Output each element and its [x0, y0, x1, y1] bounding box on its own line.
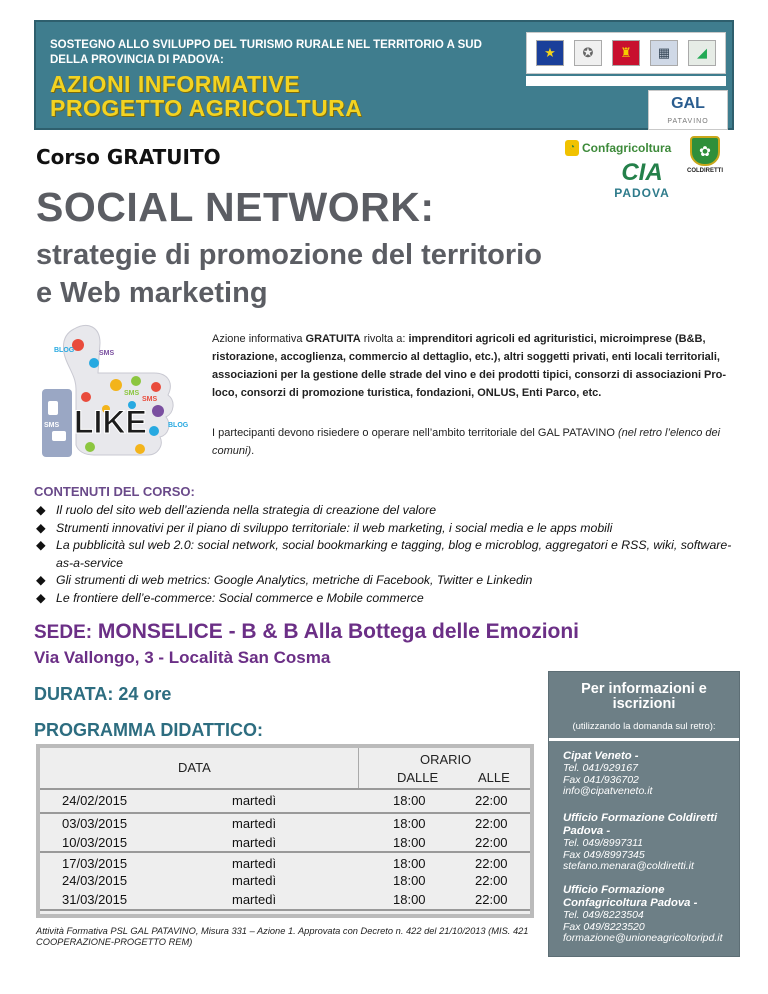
header-time: ORARIO [420, 752, 472, 767]
contact-block [563, 812, 733, 873]
contact-email[interactable]: formazione@unioneagricoltoripd.it [563, 932, 723, 944]
venue-address: Via Vallongo, 3 - Località San Cosma [34, 648, 331, 667]
row-from: 18:00 [393, 856, 426, 871]
duration-line [34, 684, 171, 705]
row-day: martedì [232, 816, 277, 831]
sidebar-title-line1: Per informazioni e [581, 681, 707, 697]
contact-fax: Fax 049/8997345 [563, 848, 645, 861]
gal-logo-subtitle: PATAVINO [667, 118, 709, 125]
row-to: 22:00 [475, 873, 508, 888]
residence-note: (nel retro l’elenco dei comuni) [212, 427, 721, 457]
phone-icon [48, 401, 58, 415]
row-from: 18:00 [393, 793, 426, 808]
contact-email[interactable]: info@cipatveneto.it [563, 785, 653, 797]
table-row [40, 792, 530, 810]
cia-padova-logo [612, 160, 672, 200]
row-to: 22:00 [475, 793, 508, 808]
banner-title-line1: AZIONI INFORMATIVE [50, 71, 301, 97]
confagricoltura-logo [565, 140, 671, 156]
icon-dot [89, 358, 99, 368]
italian-republic-emblem-icon: ✪ [574, 40, 602, 66]
header-from: DALLE [397, 770, 439, 785]
row-day: martedì [232, 892, 277, 907]
funding-footnote: Attività Formativa PSL GAL PATAVINO, Misura 331 – Azione 1. Approvata con Decreto n. 422 del 21/10/2013 (MIS. 421 COOPERAZIONE-PROGETTO REM) [36, 926, 529, 947]
list-item: ◆ Strumenti innovativi per il piano di sviluppo territoriale: il web marketing, i social media e le apps mobili [34, 520, 746, 538]
row-from: 18:00 [393, 892, 426, 907]
schedule-table [36, 744, 534, 918]
contact-name: Ufficio Formazione Confagricoltura Padova - [563, 884, 698, 909]
sub-title-line1: strategie di promozione del territorio [36, 239, 542, 271]
row-from: 18:00 [393, 873, 426, 888]
contact-fax: Fax 049/8223520 [563, 920, 645, 933]
row-rule [40, 812, 530, 814]
venue-line [34, 620, 579, 644]
contact-name: Ufficio Formazione Coldiretti Padova - [563, 812, 718, 837]
bubble-label: BLOG [54, 347, 75, 354]
table-row [40, 815, 530, 833]
icon-dot [149, 426, 159, 436]
header-date: DATA [178, 760, 211, 775]
gal-logo-name: GAL [671, 95, 705, 112]
list-item: ◆ La pubblicità sul web 2.0: social network, social bookmarking e tagging, blog e microblog, aggregatori e RSS, wiki, software-as-a-service [34, 537, 746, 572]
icon-dot [152, 405, 164, 417]
header-divider [358, 748, 359, 788]
icon-dot [81, 392, 91, 402]
contact-block [563, 884, 733, 945]
logo-caption-strip [526, 76, 726, 86]
row-date: 24/02/2015 [62, 793, 128, 808]
header-rule [40, 788, 530, 790]
header-to: ALLE [478, 770, 510, 785]
duration-value: 24 ore [118, 684, 172, 704]
banner-title-line2: PROGETTO AGRICOLTURA [50, 95, 363, 121]
contact-tel[interactable]: Tel. 049/8223504 [563, 909, 644, 921]
header-banner [34, 20, 734, 130]
row-date: 31/03/2015 [62, 892, 128, 907]
row-day: martedì [232, 835, 277, 850]
banner-title [50, 72, 530, 120]
gal-patavino-logo [648, 90, 728, 130]
veneto-lion-icon: ♜ [612, 40, 640, 66]
course-label: Corso GRATUITO [36, 145, 221, 169]
intro-targets: imprenditori agricoli ed agrituristici, microimprese (B&B, ristorazione, accoglienza, commercio al dettaglio, etc.), altri soggetti privati, enti locali territoriali, associazioni per la gestione delle strade del vino e dei prodotti tipici, consorzi di associazioni Pro-loco, consorzi di promozione turistica, fondazioni, ONLUS, Enti Parco, etc. [212, 333, 727, 399]
residence-text: I partecipanti devono risiedere o operare nell’ambito territoriale del GAL PATAVINO [212, 427, 618, 439]
coldiretti-shield-icon: ✿ [690, 136, 720, 166]
duration-label: DURATA: [34, 684, 114, 704]
intro-free-label: GRATUITA [305, 333, 361, 345]
row-rule [40, 909, 530, 911]
leader-icon: ◢ [688, 40, 716, 66]
row-from: 18:00 [393, 816, 426, 831]
sidebar-title-line2: iscrizioni [612, 696, 676, 712]
row-date: 24/03/2015 [62, 873, 128, 888]
confagricoltura-mark-icon: ◔ [565, 140, 579, 156]
like-word: LIKE [74, 404, 147, 440]
cia-city: PADOVA [614, 186, 670, 200]
row-to: 22:00 [475, 856, 508, 871]
sidebar-divider [549, 738, 739, 741]
row-to: 22:00 [475, 835, 508, 850]
sidebar-note: (utilizzando la domanda sul retro): [572, 721, 716, 732]
laptop-icon [52, 431, 66, 441]
course-contents-title: CONTENUTI DEL CORSO: [34, 484, 195, 499]
list-item: ◆ Il ruolo del sito web dell’azienda nella strategia di creazione del valore [34, 502, 746, 520]
like-thumbs-up-illustration [36, 315, 196, 475]
icon-dot [110, 379, 122, 391]
table-header [40, 748, 530, 788]
course-contents-list [34, 502, 746, 607]
table-row [40, 872, 530, 890]
bubble-label: SMS [142, 396, 158, 403]
row-day: martedì [232, 856, 277, 871]
funding-logos [526, 32, 726, 74]
table-row [40, 891, 530, 909]
contact-block [563, 750, 733, 798]
main-title: SOCIAL NETWORK: [36, 184, 435, 230]
contact-sidebar [548, 671, 740, 957]
contact-name: Cipat Veneto - [563, 750, 639, 762]
row-date: 10/03/2015 [62, 835, 128, 850]
coldiretti-name: COLDIRETTI [687, 168, 723, 174]
psr-icon: ▦ [650, 40, 678, 66]
coldiretti-logo [680, 136, 730, 178]
bubble-label: SMS [99, 350, 115, 357]
row-from: 18:00 [393, 835, 426, 850]
table-row [40, 834, 530, 852]
contact-fax: Fax 041/936702 [563, 773, 639, 786]
eu-flag-icon: ★ [536, 40, 564, 66]
cia-mark: CIA [621, 159, 663, 186]
list-item: ◆ Gli strumenti di web metrics: Google Analytics, metriche di Facebook, Twitter e Linkedin [34, 572, 746, 590]
contact-tel[interactable]: Tel. 049/8997311 [563, 837, 643, 849]
residence-end: . [251, 445, 255, 457]
confagricoltura-name: Confagricoltura [582, 141, 672, 155]
bubble-label: BLOG [168, 422, 189, 429]
icon-dot [151, 382, 161, 392]
icon-dot [85, 442, 95, 452]
row-day: martedì [232, 793, 277, 808]
banner-subtitle: SOSTEGNO ALLO SVILUPPO DEL TURISMO RURALE NEL TERRITORIO A SUD DELLA PROVINCIA DI PADOVA: [50, 39, 482, 66]
icon-dot [135, 444, 145, 454]
row-date: 17/03/2015 [62, 856, 128, 871]
intro-mid: rivolta a: [360, 333, 409, 345]
row-date: 03/03/2015 [62, 816, 128, 831]
sidebar-title [549, 682, 739, 712]
contact-email[interactable]: stefano.menara@coldiretti.it [563, 860, 694, 872]
row-to: 22:00 [475, 892, 508, 907]
venue-label: SEDE: [34, 622, 93, 643]
icon-dot [131, 376, 141, 386]
row-to: 22:00 [475, 816, 508, 831]
venue-place: MONSELICE - B & B Alla Bottega delle Emozioni [97, 620, 580, 643]
contact-tel[interactable]: Tel. 041/929167 [563, 762, 638, 774]
list-item: ◆ Le frontiere dell’e-commerce: Social commerce e Mobile commerce [34, 590, 746, 608]
row-day: martedì [232, 873, 277, 888]
residence-requirement [212, 424, 732, 460]
target-audience-text [212, 330, 732, 402]
bubble-label: SMS [44, 422, 60, 429]
sub-title [36, 236, 736, 312]
intro-pre: Azione informativa [212, 333, 306, 345]
sub-title-line2: e Web marketing [36, 277, 268, 309]
table-row [40, 855, 530, 873]
bubble-label: SMS [124, 390, 140, 397]
program-title: PROGRAMMA DIDATTICO: [34, 720, 263, 740]
